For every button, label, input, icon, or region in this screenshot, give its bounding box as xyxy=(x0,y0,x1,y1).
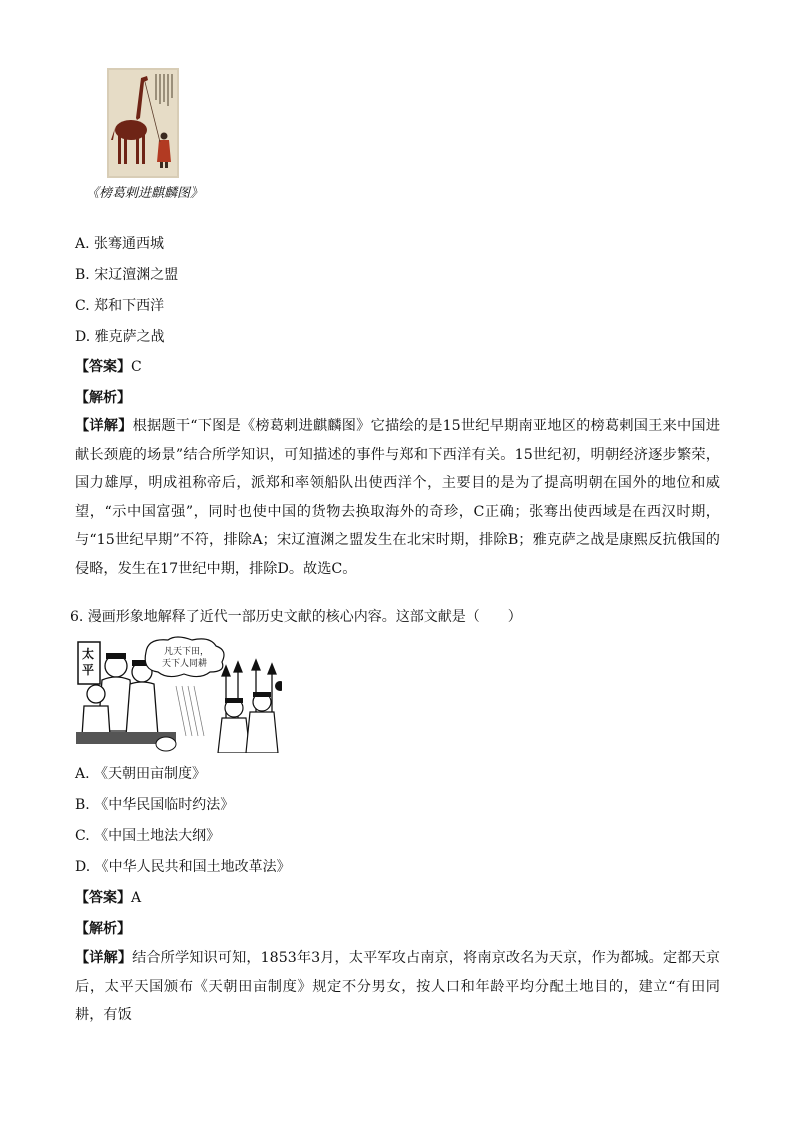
detail-text: 结合所学知识可知，1853年3月，太平军攻占南京，将南京改名为天京，作为都城。定都天京后，太平天国颁布《天朝田亩制度》规定不分男女，按人口和年龄平均分配土地目的，建立“有田同耕，有饭 xyxy=(75,950,720,1023)
question-stem: 6. 漫画形象地解释了近代一部历史文献的核心内容。这部文献是（ ） xyxy=(70,609,522,625)
answer-line xyxy=(75,888,141,908)
speech-line-1: 凡天下田， xyxy=(164,647,210,657)
analysis-tag: 【解析】 xyxy=(75,921,131,937)
option-d: D. 《中华人民共和国土地改革法》 xyxy=(75,859,291,875)
banner-text: 太 xyxy=(82,647,95,661)
taiping-cartoon-image xyxy=(76,636,282,753)
detail-paragraph xyxy=(75,412,720,583)
option-d: D. 雅克萨之战 xyxy=(75,329,165,345)
option-b: B. 宋辽澶渊之盟 xyxy=(75,267,179,283)
option-a: A. 《天朝田亩制度》 xyxy=(75,766,207,782)
option-a: A. 张骞通西城 xyxy=(75,236,165,252)
detail-tag: 【详解】 xyxy=(75,950,133,966)
option-c: C. 郑和下西洋 xyxy=(75,298,165,314)
option-b: B. 《中华民国临时约法》 xyxy=(75,797,235,813)
svg-text:平: 平 xyxy=(82,663,95,677)
giraffe-painting-image xyxy=(107,68,179,178)
detail-tag: 【详解】 xyxy=(75,418,133,434)
answer-tag: 【答案】 xyxy=(75,359,131,375)
answer-tag: 【答案】 xyxy=(75,890,131,906)
figure-caption: 《榜葛剌进麒麟图》 xyxy=(86,186,204,201)
option-c: C. 《中国土地法大纲》 xyxy=(75,828,221,844)
speech-line-2: 天下人同耕 xyxy=(162,659,208,669)
detail-text: 根据题干“下图是《榜葛剌进麒麟图》它描绘的是15世纪早期南亚地区的榜葛剌国王来中国进献长颈鹿的场景”结合所学知识，可知描述的事件与郑和下西洋有关。15世纪初，明朝经济逐步繁荣，国力雄厚，明成祖称帝后，派郑和率领船队出使西洋个，主要目的是为了提高明朝在国外的地位和威望，“示中国富强”，同时也使中国的货物去换取海外的奇珍，C正确；张骞出使西域是在西汉时期，与“15世纪早期”不符，排除A；宋辽澶渊之盟发生在北宋时期，排除B；雅克萨之战是康熙反抗俄国的侵略，发生在17世纪中期，排除D。故选C。 xyxy=(75,418,720,577)
answer-value: A xyxy=(131,890,142,906)
answer-line xyxy=(75,357,142,377)
analysis-tag: 【解析】 xyxy=(75,390,131,406)
detail-paragraph xyxy=(75,944,720,1030)
answer-value: C xyxy=(131,359,142,375)
